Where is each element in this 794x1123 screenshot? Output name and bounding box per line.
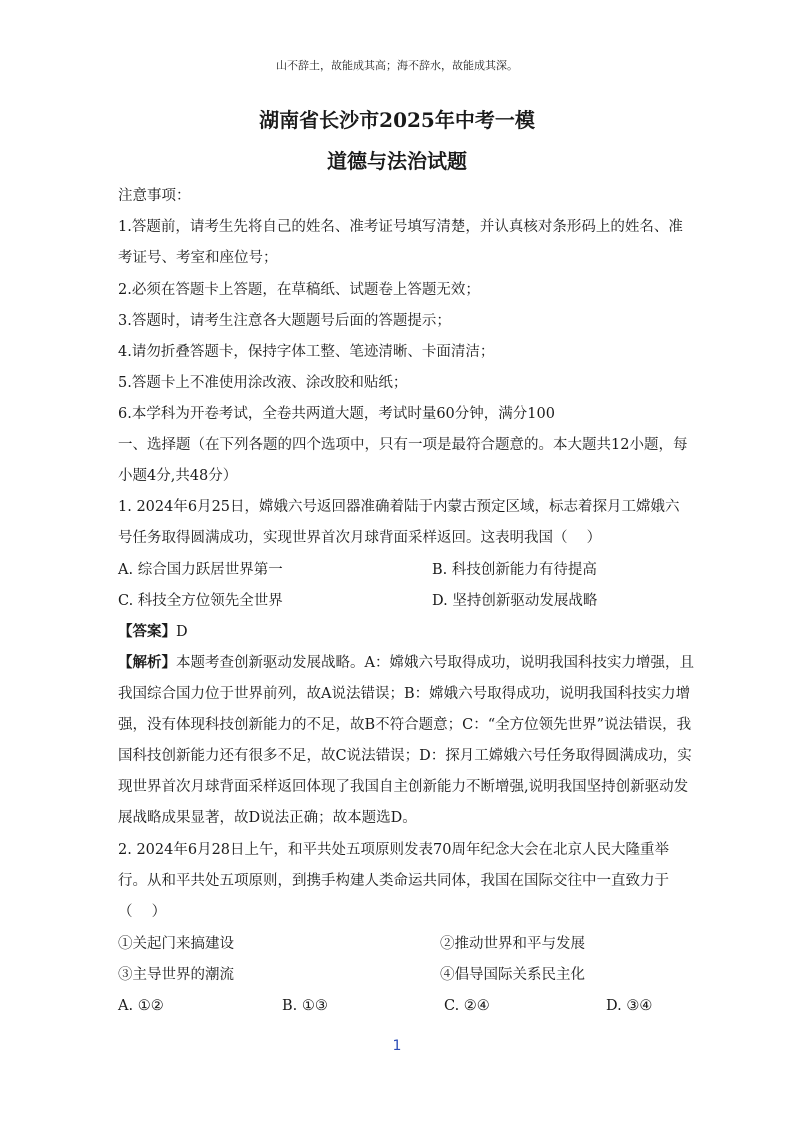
section-heading: 一、选择题（在下列各题的四个选项中，只有一项是最符合题意的。本大题共12小题，每 (118, 437, 688, 453)
notes-heading: 注意事项： (118, 188, 191, 204)
notes-item: 考证号、考室和座位号； (118, 250, 278, 266)
q2-option-b: B. ①③ (282, 998, 328, 1014)
q1-answer (118, 622, 188, 642)
exam-title: 湖南省长沙市2025年中考一模 (259, 108, 535, 132)
q2-stem: （ ） (118, 904, 167, 920)
q1-analysis: 现世界首次月球背面采样返回体现了我国自主创新能力不断增强,说明我国坚持创新驱动发 (118, 779, 689, 795)
q1-analysis (118, 653, 694, 673)
page-number: 1 (392, 1038, 402, 1054)
exam-subtitle: 道德与法治试题 (327, 149, 467, 173)
notes-item: 1.答题前，请考生先将自己的姓名、准考证号填写清楚，并认真核对条形码上的姓名、准 (118, 219, 683, 235)
q1-analysis: 展战略成果显著，故D说法正确；故本题选D。 (118, 810, 417, 826)
header-motto: 山不辞土，故能成其高；海不辞水，故能成其深。 (276, 59, 518, 72)
analysis-label: 【解析】 (118, 654, 176, 671)
q1-analysis: 我国综合国力位于世界前列，故A说法错误；B：嫦娥六号取得成功，说明我国科技实力增 (118, 686, 691, 702)
q1-analysis: 国科技创新能力还有很多不足，故C说法错误；D：探月工嫦娥六号任务取得圆满成功，实 (118, 748, 692, 764)
q2-item: ③主导世界的潮流 (118, 967, 234, 983)
notes-item: 2.必须在答题卡上答题，在草稿纸、试题卷上答题无效； (118, 282, 480, 298)
q2-stem: 行。从和平共处五项原则，到携手构建人类命运共同体，我国在国际交往中一直致力于 (118, 873, 669, 889)
answer-value: D (176, 624, 188, 640)
section-heading-cont: 小题4分,共48分） (118, 468, 238, 484)
q1-stem: 1. 2024年6月25日，嫦娥六号返回器准确着陆于内蒙古预定区域，标志着探月工嫦娥六 (118, 499, 680, 515)
q1-stem: 号任务取得圆满成功，实现世界首次月球背面采样返回。这表明我国（ ） (118, 530, 602, 546)
q2-option-c: C. ②④ (444, 998, 490, 1014)
notes-item: 5.答题卡上不准使用涂改液、涂改胶和贴纸； (118, 375, 408, 391)
q2-stem: 2. 2024年6月28日上午，和平共处五项原则发表70周年纪念大会在北京人民大隆重举 (118, 842, 669, 858)
q2-item: ④倡导国际关系民主化 (440, 967, 585, 983)
q1-analysis: 强，没有体现科技创新能力的不足，故B不符合题意；C：“全方位领先世界”说法错误，我 (118, 717, 692, 733)
q2-item: ①关起门来搞建设 (118, 936, 234, 952)
notes-item: 6.本学科为开卷考试，全卷共两道大题，考试时量60分钟，满分100 (118, 406, 555, 422)
answer-label: 【答案】 (118, 623, 176, 640)
q2-option-a: A. ①② (118, 998, 164, 1014)
q1-option-a: A. 综合国力跃居世界第一 (118, 562, 283, 578)
q1-option-c: C. 科技全方位领先全世界 (118, 593, 283, 609)
notes-item: 4.请勿折叠答题卡，保持字体工整、笔迹清晰、卡面清洁； (118, 344, 495, 360)
analysis-text: 本题考查创新驱动发展战略。A：嫦娥六号取得成功，说明我国科技实力增强，且 (176, 655, 694, 671)
q1-option-d: D. 坚持创新驱动发展战略 (432, 593, 598, 609)
q2-item: ②推动世界和平与发展 (440, 936, 585, 952)
q2-option-d: D. ③④ (606, 998, 653, 1014)
notes-item: 3.答题时，请考生注意各大题题号后面的答题提示； (118, 313, 451, 329)
q1-option-b: B. 科技创新能力有待提高 (432, 562, 597, 578)
